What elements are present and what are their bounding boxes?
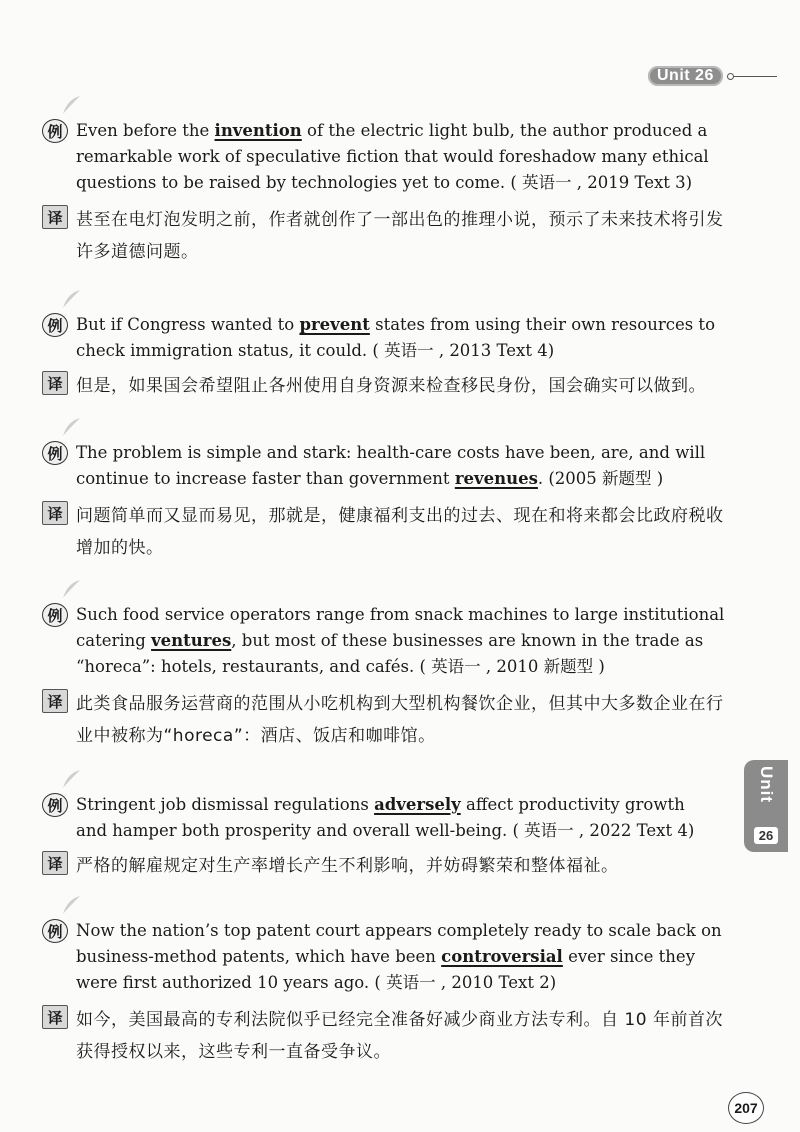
example-english: Even before the invention of the electric light bulb, the author produced a remarkable work of speculative fiction that would foreshadow many ethical questions to be raised by technologies yet to come. ( 英语一 , 2019 Text 3) <box>76 121 709 192</box>
example-badge: 例 <box>42 441 68 465</box>
example-chinese: 此类食品服务运营商的范围从小吃机构到大型机构餐饮企业，但其中大多数企业在行业中被称为“horeca”：酒店、饭店和咖啡馆。 <box>76 694 724 746</box>
header-rule <box>733 76 777 77</box>
example-english: Such food service operators range from snack machines to large institutional catering ventures, but most of these businesses are known in the trade as “horeca”: hotels, restaurants, and cafés. ( 英语一 , 2010 新题型 ) <box>76 605 725 676</box>
keyword: ventures <box>151 631 232 650</box>
unit-label: Unit 26 <box>648 66 723 86</box>
example-block <box>42 440 732 564</box>
example-badge: 例 <box>42 793 68 817</box>
quill-icon <box>60 894 82 916</box>
side-tab-word: Unit <box>757 766 776 804</box>
example-block <box>42 118 732 268</box>
example-chinese: 如今，美国最高的专利法院似乎已经完全准备好减少商业方法专利。自 10 年前首次获得授权以来，这些专利一直备受争议。 <box>76 1010 723 1062</box>
example-chinese: 问题简单而又显而易见，那就是，健康福利支出的过去、现在和将来都会比政府税收增加的快。 <box>76 506 724 558</box>
example-badge: 例 <box>42 119 68 143</box>
example-english: Stringent job dismissal regulations adversely affect productivity growth and hamper both prosperity and overall well-being. ( 英语一 , 2022 Text 4) <box>76 795 695 840</box>
keyword: prevent <box>299 315 370 334</box>
page-number: 207 <box>728 1092 764 1124</box>
translation-badge: 译 <box>42 1005 68 1029</box>
keyword: invention <box>214 121 302 140</box>
example-block <box>42 918 732 1068</box>
translation-badge: 译 <box>42 371 68 395</box>
quill-icon <box>60 288 82 310</box>
keyword: controversial <box>441 947 563 966</box>
quill-icon <box>60 94 82 116</box>
example-english: Now the nation’s top patent court appears completely ready to scale back on business-method patents, which have been controversial ever since they were first authorized 10 years ago. ( 英语一 , 2010 Text 2) <box>76 921 722 992</box>
example-block <box>42 602 732 752</box>
example-badge: 例 <box>42 313 68 337</box>
translation-badge: 译 <box>42 689 68 713</box>
keyword: adversely <box>374 795 461 814</box>
example-english: The problem is simple and stark: health-care costs have been, are, and will continue to increase faster than government revenues. (2005 新题型 ) <box>76 443 706 488</box>
keyword: revenues <box>454 469 538 488</box>
translation-badge: 译 <box>42 205 68 229</box>
example-chinese: 严格的解雇规定对生产率增长产生不利影响，并妨碍繁荣和整体福祉。 <box>76 856 619 876</box>
quill-icon <box>60 416 82 438</box>
example-chinese: 甚至在电灯泡发明之前，作者就创作了一部出色的推理小说，预示了未来技术将引发许多道德问题。 <box>76 210 724 262</box>
example-block <box>42 792 712 882</box>
quill-icon <box>60 768 82 790</box>
side-tab-number: 26 <box>754 827 778 844</box>
translation-badge: 译 <box>42 501 68 525</box>
side-unit-tab <box>744 760 788 852</box>
example-chinese: 但是，如果国会希望阻止各州使用自身资源来检查移民身份，国会确实可以做到。 <box>76 376 706 396</box>
example-badge: 例 <box>42 603 68 627</box>
example-english: But if Congress wanted to prevent states from using their own resources to check immigration status, it could. ( 英语一 , 2013 Text 4) <box>76 315 715 360</box>
example-badge: 例 <box>42 919 68 943</box>
quill-icon <box>60 578 82 600</box>
translation-badge: 译 <box>42 851 68 875</box>
unit-header <box>648 66 777 86</box>
example-block <box>42 312 732 402</box>
